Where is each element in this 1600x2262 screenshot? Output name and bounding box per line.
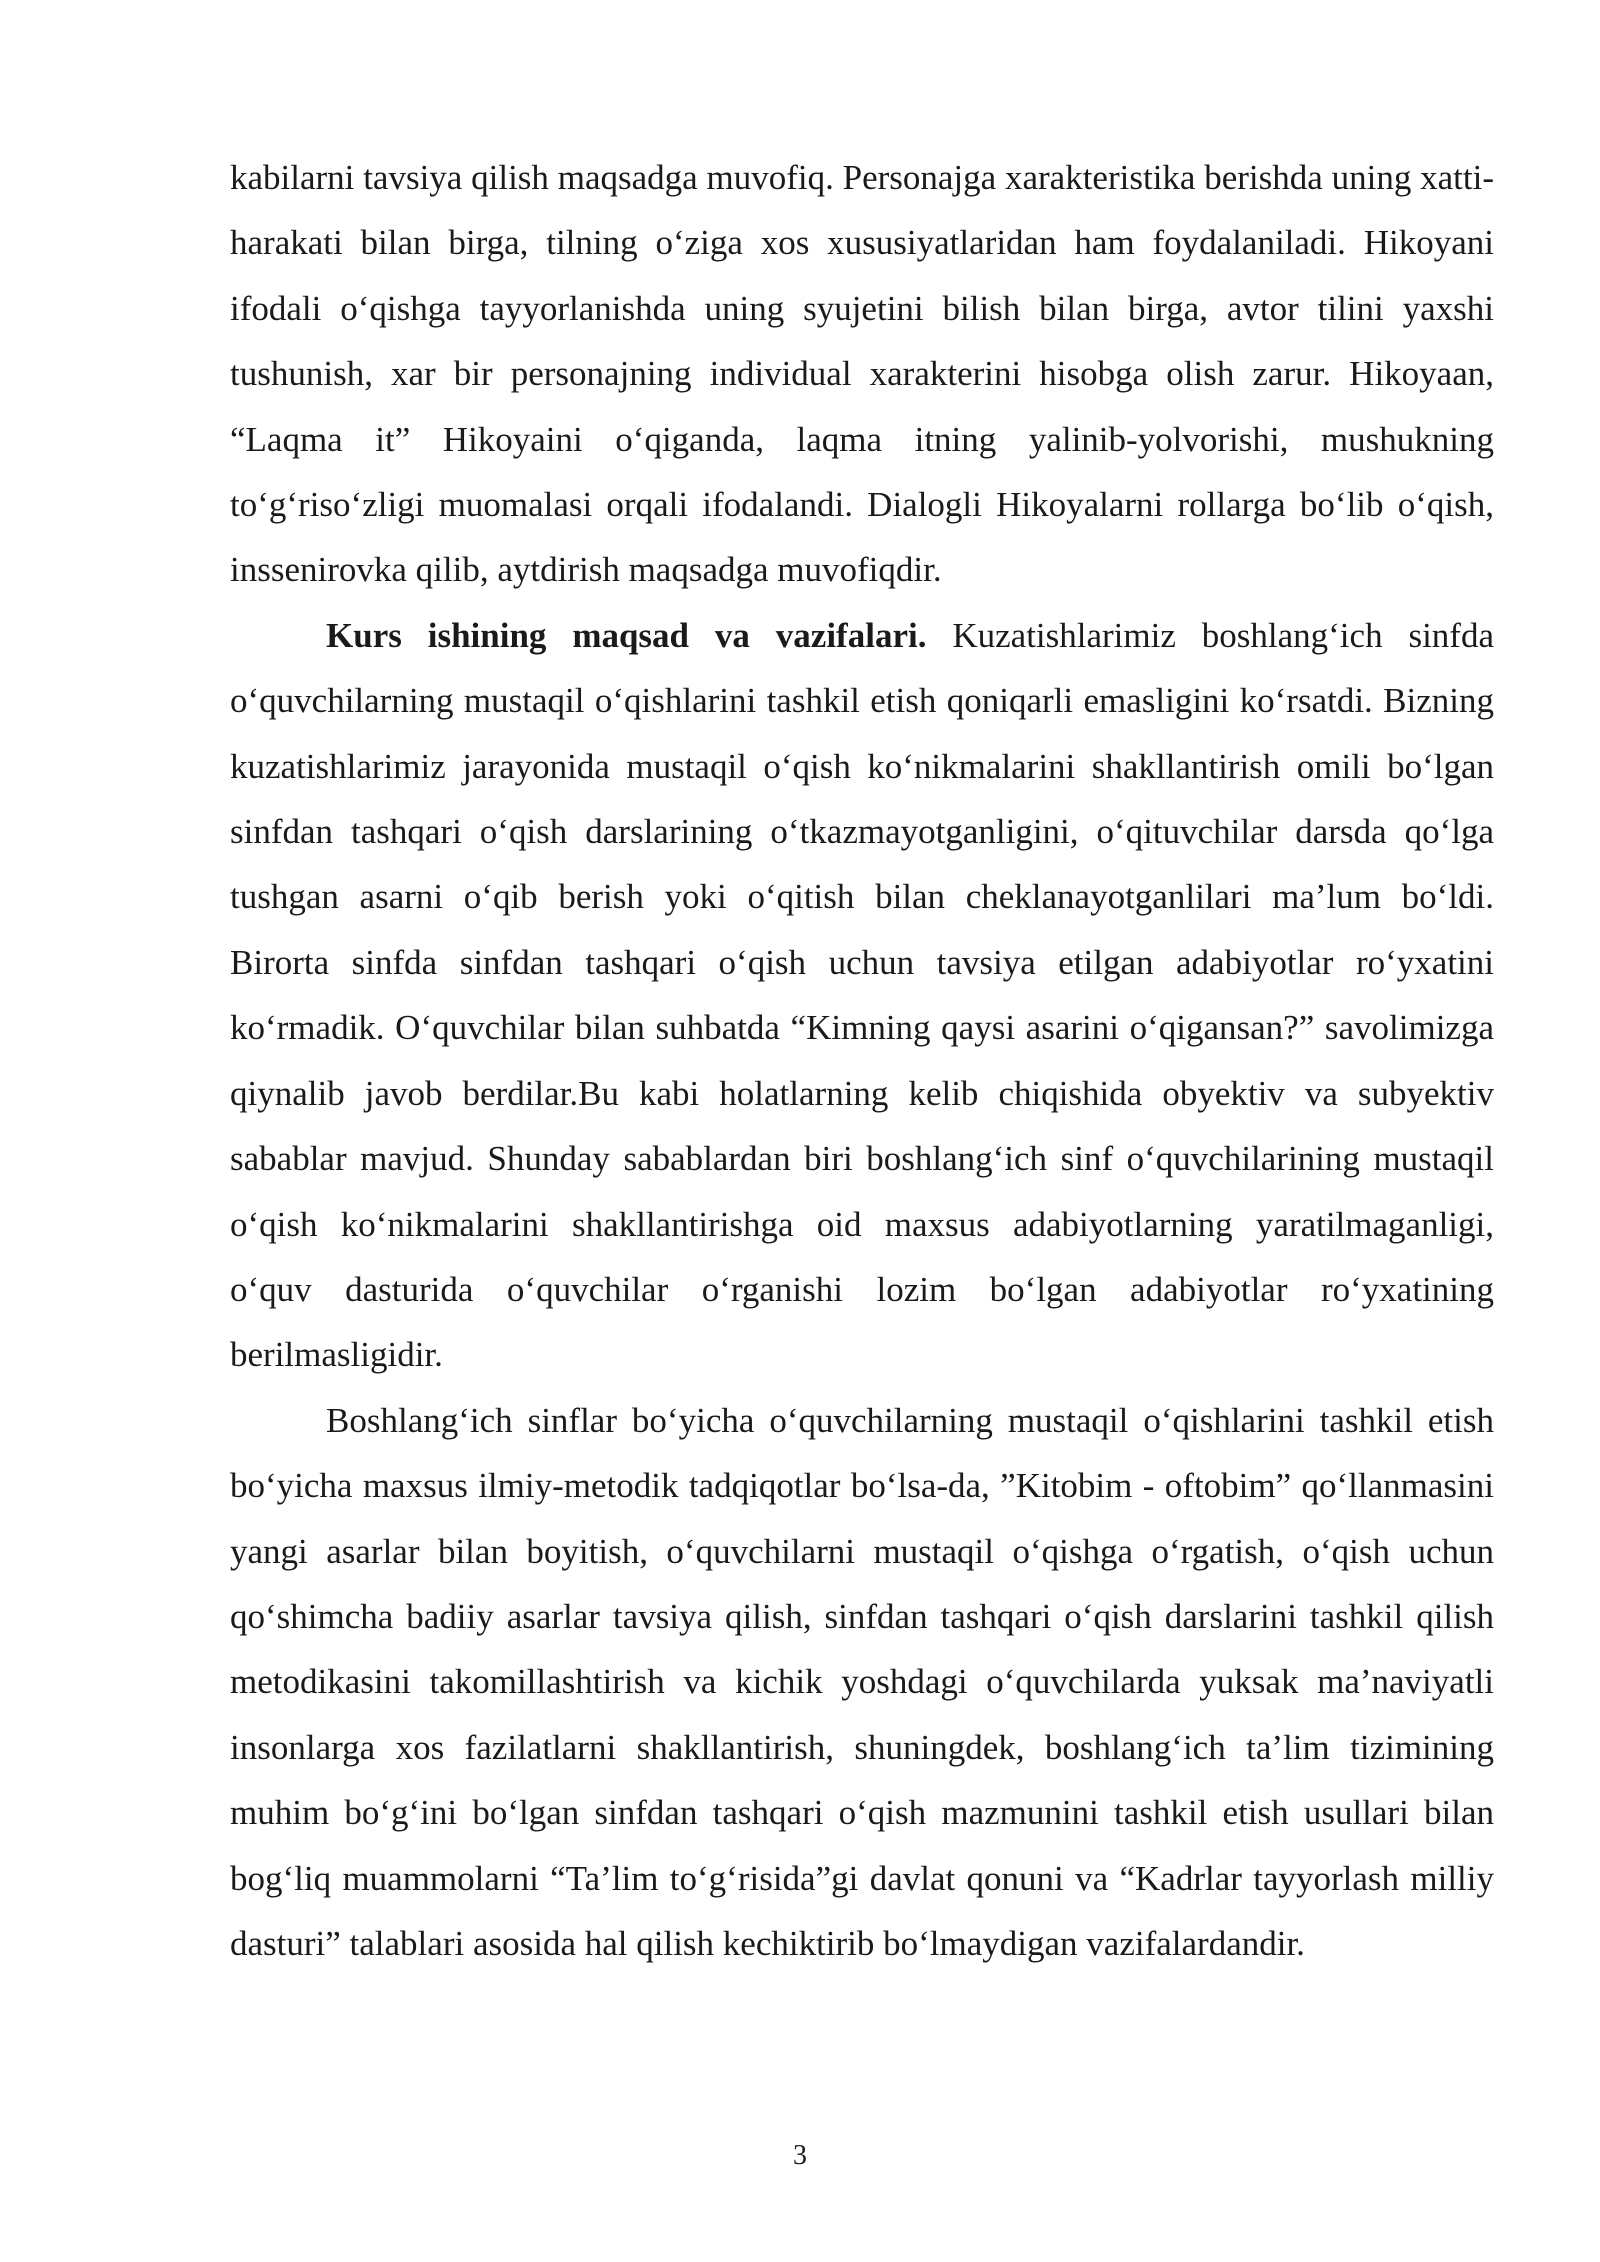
paragraph-goals-text: Kuzatishlarimiz boshlang‘ich sinfda o‘quvchilarning mustaqil o‘qishlarini tashkil etish qoniqarli emasligini ko‘rsatdi. Bizning kuzatishlarimiz jarayonida mustaqil o‘qish ko‘nikmalarini shakllantirish omili bo‘lgan sinfdan tashqari o‘qish darslarining o‘tkazmayotganligini, o‘qituvchilar darsda qo‘lga tushgan asarni o‘qib berish yoki o‘qitish bilan cheklanayotganlilari ma’lum bo‘ldi. Birorta sinfda sinfdan tashqari o‘qish uchun tavsiya etilgan adabiyotlar ro‘yxatini ko‘rmadik. O‘quvchilar bilan suhbatda “Kimning qaysi asarini o‘qigansan?” savolimizga qiynalib javob berdilar.Bu kabi holatlarning kelib chiqishida obyektiv va subyektiv sabablar mavjud. Shunday sabablardan biri boshlang‘ich sinf o‘quvchilarining mustaqil o‘qish ko‘nikmalarini shakllantirishga oid maxsus adabiyotlarning yaratilmaganligi, o‘quv dasturida o‘quvchilar o‘rganishi lozim bo‘lgan adabiyotlar ro‘yxatining berilmasligidir. [230, 615, 1494, 1375]
paragraph-continued: kabilarni tavsiya qilish maqsadga muvofiq. Personajga xarakteristika berishda uning xatti-harakati bilan birga, tilning o‘ziga xos xususiyatlaridan ham foydalaniladi. Hikoyani ifodali o‘qishga tayyorlanishda uning syujetini bilish bilan birga, avtor tilini yaxshi tushunish, xar bir personajning individual xarakterini hisobga olish zarur. Hikoyaan, “Laqma it” Hikoyaini o‘qiganda, laqma itning yalinib-yolvorishi, mushukning to‘g‘riso‘zligi muomalasi orqali ifodalandi. Dialogli Hikoyalarni rollarga bo‘lib o‘qish, inssenirovka qilib, aytdirish maqsadga muvofiqdir. [230, 158, 1494, 590]
document-body [230, 145, 1494, 1976]
page-number: 3 [793, 2140, 807, 2171]
paragraph-goals [230, 603, 1494, 1388]
section-heading-inline: Kurs ishining maqsad va vazifalari. [326, 615, 927, 655]
paragraph-tasks: Boshlang‘ich sinflar bo‘yicha o‘quvchilarning mustaqil o‘qishlarini tashkil etish bo‘yicha maxsus ilmiy-metodik tadqiqotlar bo‘lsa-da, ”Kitobim - oftobim” qo‘llanmasini yangi asarlar bilan boyitish, o‘quvchilarni mustaqil o‘qishga o‘rgatish, o‘qish uchun qo‘shimcha badiiy asarlar tavsiya qilish, sinfdan tashqari o‘qish darslarini tashkil qilish metodikasini takomillashtirish va kichik yoshdagi o‘quvchilarda yuksak ma’naviyatli insonlarga xos fazilatlarni shakllantirish, shuningdek, boshlang‘ich ta’lim tizimining muhim bo‘g‘ini bo‘lgan sinfdan tashqari o‘qish mazmunini tashkil etish usullari bilan bog‘liq muammolarni “Ta’lim to‘g‘risida”gi davlat qonuni va “Kadrlar tayyorlash milliy dasturi” talablari asosida hal qilish kechiktirib bo‘lmaydigan vazifalardandir. [230, 1400, 1494, 1963]
